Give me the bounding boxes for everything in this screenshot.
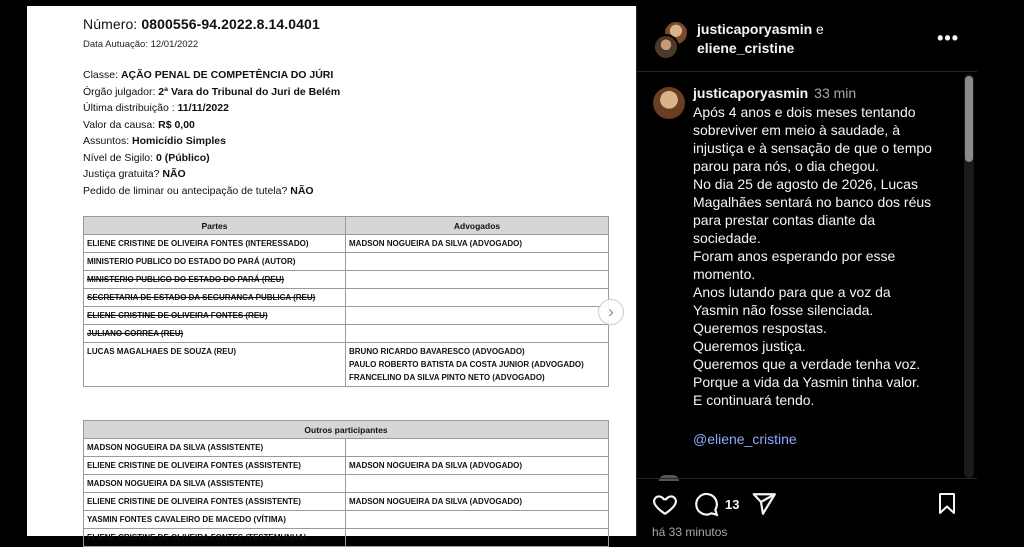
caption-area [637,73,977,473]
meta-distribuicao: Última distribuição : 11/11/2022 [83,102,229,114]
meta-liminar: Pedido de liminar ou antecipação de tutela? NÃO [83,184,314,197]
document-number: Número: 0800556-94.2022.8.14.0401 [83,16,320,32]
table-row: MINISTERIO PUBLICO DO ESTADO DO PARÁ (REU) [84,271,609,289]
more-horizontal-icon: ••• [937,28,959,48]
header-outros: Outros participantes [84,421,609,439]
table-row: ELIENE CRISTINE DE OLIVEIRA FONTES (ASSISTENTE) MADSON NOGUEIRA DA SILVA (ADVOGADO) [84,493,609,511]
scrollbar-thumb[interactable] [965,76,973,162]
caption-text: Após 4 anos e dois meses tentando sobreviver em meio à saudade, à injustiça e à sensação de que o tempo parou para nós, o dia chegou. No dia 25 de agosto de 2026, Lucas Magalhães sentará no banco dos réus para prestar contas diante da sociedade. Foram anos esperando por esse momento. Anos lutando para que a voz da Yasmin não fosse silenciada. Queremos respostas. Queremos justiça. Queremos que a verdade tenha voz. Porque a vida da Yasmin tinha valor. E continuará tendo. [693,104,932,408]
document-date: Data Autuação: 12/01/2022 [83,39,199,50]
post-authors: justicaporyasmin e eliene_cristine [697,21,824,56]
coauthor-link[interactable]: eliene_cristine [697,40,795,56]
post-panel [636,6,976,539]
meta-classe: Classe: AÇÃO PENAL DE COMPETÊNCIA DO JÚRI [83,69,334,81]
bookmark-icon [935,491,959,517]
meta-sigilo: Nível de Sigilo: 0 (Público) [83,151,210,164]
table-row: MINISTERIO PUBLICO DO ESTADO DO PARÁ (AUTOR) [84,253,609,271]
author-link[interactable]: justicaporyasmin [697,21,813,37]
post-timestamp: há 33 minutos [652,525,728,539]
table-row: ELIENE CRISTINE DE OLIVEIRA FONTES (TESTEMUNHA) [84,529,609,547]
document-metadata [83,67,623,199]
table-row: ELIENE CRISTINE DE OLIVEIRA FONTES (ASSISTENTE) MADSON NOGUEIRA DA SILVA (ADVOGADO) [84,457,609,475]
table-row: YASMIN FONTES CAVALEIRO DE MACEDO (VÍTIMA) [84,511,609,529]
meta-valor: Valor da causa: R$ 0,00 [83,118,195,131]
carousel-next-button[interactable] [598,299,624,325]
table-row: MADSON NOGUEIRA DA SILVA (ASSISTENTE) [84,475,609,493]
other-participants-table [83,420,609,547]
post-header [637,6,977,72]
meta-justica: Justiça gratuita? NÃO [83,168,186,180]
comment-button[interactable] [693,491,719,522]
post-image [27,6,636,542]
header-partes: Partes [84,217,346,235]
table-row: JULIANO CORREA (REU) [84,325,609,343]
parties-table [83,216,609,387]
avatar[interactable] [653,20,689,60]
avatar-eliene-cristine [653,34,679,60]
avatar[interactable] [653,87,685,119]
table-row: ELIENE CRISTINE DE OLIVEIRA FONTES (REU) [84,307,609,325]
caption-header [693,85,856,101]
meta-orgao: Órgão julgador: 2ª Vara do Tribunal do Juri de Belém [83,85,341,98]
heart-icon [652,491,678,517]
share-button[interactable] [751,491,777,522]
table-row: ELIENE CRISTINE DE OLIVEIRA FONTES (INTERESSADO) MADSON NOGUEIRA DA SILVA (ADVOGADO) [84,235,609,253]
header-advogados: Advogados [346,217,609,235]
table-row: LUCAS MAGALHAES DE SOUZA (REU) BRUNO RICARDO BAVARESCO (ADVOGADO) PAULO ROBERTO BATISTA DA COSTA JUNIOR (ADVOGADO) FRANCELINO DA SILVA PINTO NETO (ADVOGADO) [84,343,609,387]
mention-link[interactable]: @eliene_cristine [693,431,797,447]
comment-icon [693,491,719,517]
court-document [83,16,623,542]
caption-username[interactable]: justicaporyasmin [693,85,809,101]
caption-time: 33 min [814,85,857,101]
send-icon [751,491,777,517]
chevron-right-icon: › [608,302,614,321]
like-button[interactable] [652,491,678,522]
table-row: MADSON NOGUEIRA DA SILVA (ASSISTENTE) [84,439,609,457]
post-actions [637,478,977,539]
more-options-button[interactable] [937,28,959,49]
caption-scrollbar[interactable] [964,74,974,478]
table-row: SECRETARIA DE ESTADO DA SEGURANCA PUBLICA (REU) [84,289,609,307]
save-button[interactable] [935,491,959,522]
comment-count: 13 [725,497,740,512]
meta-assuntos: Assuntos: Homicídio Simples [83,135,226,147]
